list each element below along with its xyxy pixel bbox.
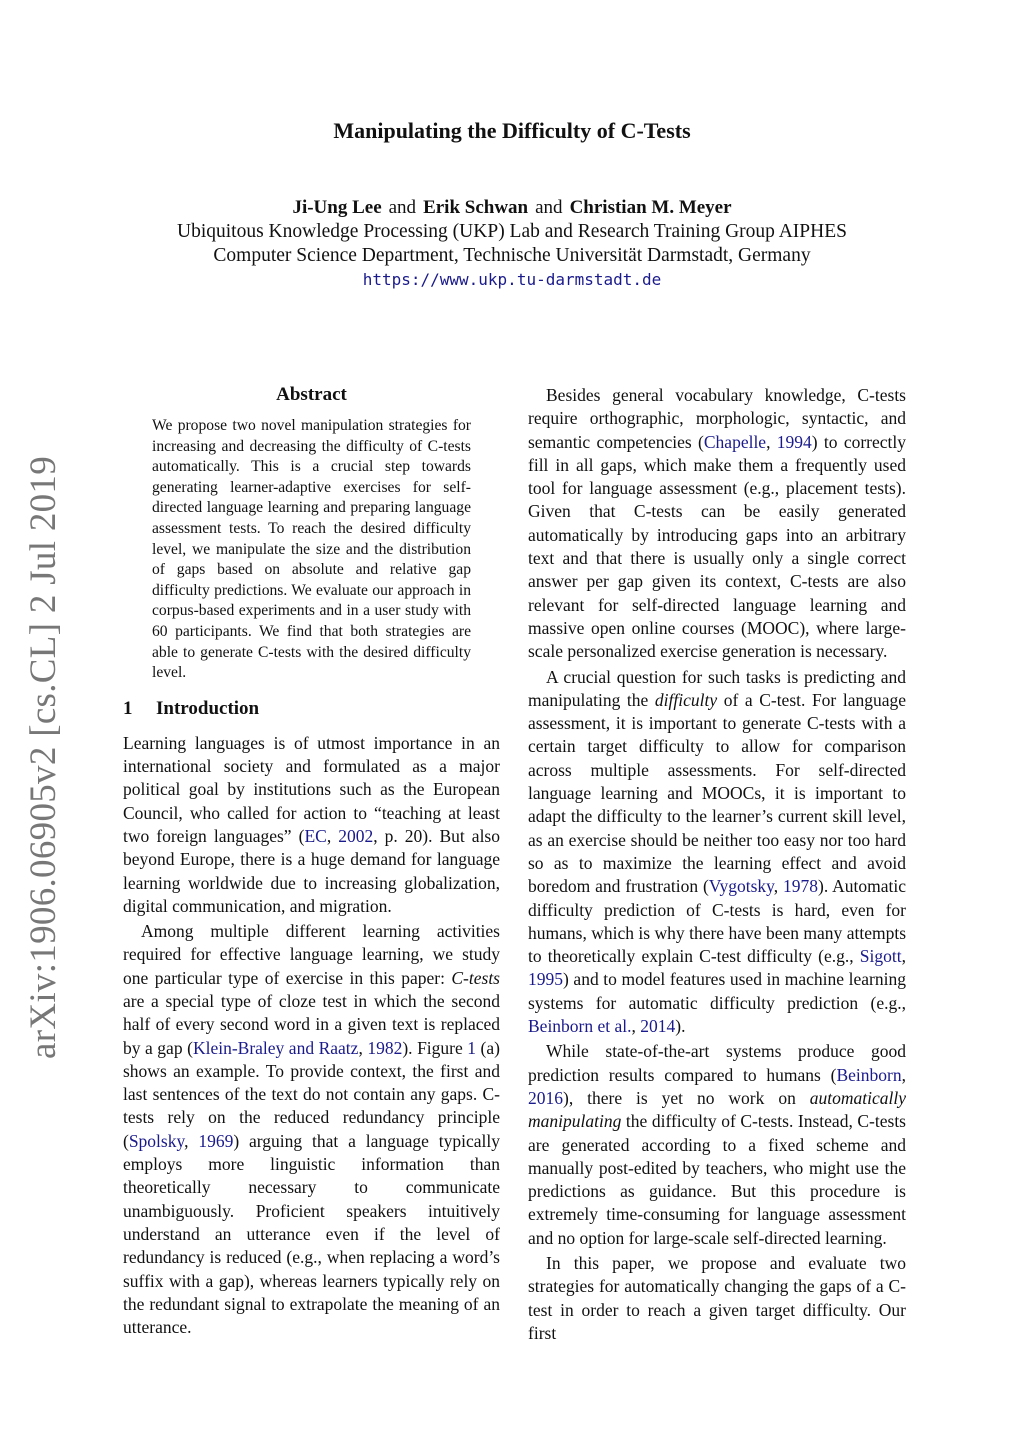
- text-run: ,: [773, 876, 784, 897]
- citation-link[interactable]: 2016: [528, 1087, 563, 1108]
- abstract-heading: Abstract: [276, 384, 347, 405]
- citation-link[interactable]: 1978: [783, 876, 819, 897]
- section-title: Introduction: [156, 697, 260, 719]
- text-run: of a C-test. For language assessment, it is important to generate C-tests with a certain target difficulty to allow for comparison across multiple assessments. For self-directed language learning and MOOCs, it is important to adapt the difficulty to the learner’s current skill level, as an exercise should be neither too easy nor too hard so as to maximize the learning effect and avoid boredom and frustration (: [528, 689, 906, 897]
- author-block: [0, 196, 1024, 292]
- citation-link[interactable]: 1969: [198, 1130, 234, 1151]
- text-run: ,: [901, 946, 906, 967]
- emphasis: automatically manipulating: [528, 1087, 906, 1132]
- text-run: ). Figure: [402, 1037, 468, 1058]
- section-heading-introduction: [123, 698, 500, 720]
- citation-link[interactable]: 1994: [776, 431, 812, 452]
- text-run: ) arguing that a language typically employs more linguistic information than theoretically necessary to communicate unambiguously. Proficient speakers intuitively understand an utterance even if the level of redundancy is reduced (e.g., when replacing a word’s suffix with a gap), whereas learners typically rely on the redundant signal to extrapolate the meaning of an utterance.: [123, 1130, 501, 1338]
- citation-link[interactable]: Spolsky: [128, 1130, 185, 1151]
- intro-paragraph-4: [528, 666, 906, 1039]
- citation-link[interactable]: Chapelle: [703, 431, 767, 452]
- text-run: ,: [326, 825, 339, 846]
- citation-link[interactable]: Sigott: [859, 946, 902, 967]
- arxiv-identifier: arXiv:1906.06905v2 [cs.CL] 2 Jul 2019: [23, 455, 65, 1059]
- text-run: (a) shows an example. To provide context, the first and last sentences of the text do not contain any gaps. C-tests rely on the reduced redundancy principle (: [123, 1037, 500, 1151]
- author-joiner: and: [535, 197, 563, 218]
- citation-link[interactable]: Beinborn: [836, 1064, 902, 1085]
- citation-link[interactable]: EC: [304, 825, 327, 846]
- text-run: While state-of-the-art systems produce good prediction results compared to humans (: [528, 1041, 906, 1085]
- text-run: ) to correctly fill in all gaps, which make them a frequently used tool for language assessment (e.g., placement tests). Given that C-tests can be easily generated automatically by introducing gaps into an arbitrary text and that there is usually only a single correct answer per gap given its context, C-tests are also relevant for self-directed language learning and massive open online courses (MOOC), where large-scale personalized exercise generation is necessary.: [528, 431, 906, 662]
- left-column: [123, 384, 500, 1339]
- abstract-text: We propose two novel manipulation strategies for increasing and decreasing the difficulty of C-tests automatically. This is a crucial step towards generating learner-adaptive exercises for self-directed language learning and preparing language assessment tests. To reach the desired difficulty level, we manipulate the size and the distribution of gaps based on absolute and relative gap difficulty predictions. We evaluate our approach in corpus-based experiments and in a user study with 60 participants. We find that both strategies are able to generate C-tests with the desired difficulty level.: [152, 417, 471, 682]
- citation-link[interactable]: Beinborn et al.: [528, 1016, 632, 1037]
- text-run: Besides general vocabulary knowledge, C-tests require orthographic, morphologic, syntactic, and semantic competencies (: [528, 385, 906, 452]
- emphasis: difficulty: [654, 689, 718, 710]
- intro-paragraph-5: [528, 1040, 906, 1250]
- intro-paragraph-3: [528, 384, 906, 664]
- lab-url-link[interactable]: https://www.ukp.tu-darmstadt.de: [362, 270, 662, 289]
- text-run: ) and to model features used in machine learning systems for automatic difficulty prediction (e.g.,: [528, 969, 906, 1013]
- citation-link[interactable]: 2014: [640, 1016, 676, 1037]
- text-run: the difficulty of C-tests. Instead, C-tests are generated according to a fixed scheme and manually post-edited by teachers, who might use the predictions as guidance. But this procedure is extremely time-consuming for language assessment and no option for large-scale self-directed learning.: [528, 1111, 906, 1248]
- text-run: ,: [184, 1130, 199, 1151]
- text-run: ,: [631, 1016, 641, 1037]
- author-joiner: and: [388, 197, 417, 218]
- text-run: ,: [901, 1064, 906, 1085]
- text-run: ). Automatic difficulty prediction of C-tests is hard, even for humans, which is why there have been many attempts to theoretically explain C-test difficulty (e.g.,: [528, 876, 907, 967]
- text-run: In this paper, we propose and evaluate two strategies for automatically changing the gaps of a C-test in order to reach a given target difficulty. Our first: [528, 1252, 906, 1343]
- text-run: ), there is yet no work on: [563, 1087, 810, 1108]
- figure-ref-link[interactable]: 1: [467, 1037, 477, 1058]
- text-run: ,: [766, 431, 777, 452]
- citation-link[interactable]: 1982: [367, 1037, 403, 1058]
- right-column: [528, 384, 906, 1345]
- text-run: ).: [675, 1016, 686, 1037]
- text-run: Among multiple different learning activities required for effective language learning, we study one particular type of exercise in this paper:: [123, 921, 500, 988]
- intro-paragraph-1: [123, 732, 500, 918]
- affiliation-line-1: Ubiquitous Knowledge Processing (UKP) Lab and Research Training Group AIPHES: [177, 221, 847, 242]
- citation-link[interactable]: Klein-Braley and Raatz: [192, 1037, 359, 1058]
- arxiv-sidebar: [14, 455, 74, 1059]
- author-name: Ji-Ung Lee: [292, 197, 382, 218]
- text-run: Learning languages is of utmost importance in an international society and formulated as a major political goal by institutions such as the European Council, who called for action to “teaching at least two foreign languages” (: [123, 732, 500, 846]
- author-name: Christian M. Meyer: [569, 197, 732, 218]
- intro-paragraph-2: [123, 920, 500, 1339]
- emphasis: C-tests: [451, 967, 500, 988]
- text-run: A crucial question for such tasks is predicting and manipulating the: [528, 666, 906, 710]
- text-run: , p. 20). But also beyond Europe, there is a huge demand for language learning worldwide due to increasing globalization, digital communication, and migration.: [123, 825, 500, 916]
- author-name: Erik Schwan: [423, 197, 529, 218]
- section-number: 1: [123, 697, 133, 719]
- author-line: [0, 196, 1024, 220]
- text-run: ,: [358, 1037, 368, 1058]
- citation-link[interactable]: 2002: [338, 825, 374, 846]
- citation-link[interactable]: Vygotsky: [708, 876, 774, 897]
- text-run: are a special type of cloze test in which the second half of every second word in a given text is replaced by a gap (: [123, 990, 500, 1058]
- affiliation-line-2: Computer Science Department, Technische Universität Darmstadt, Germany: [213, 245, 811, 266]
- paper-title: Manipulating the Difficulty of C-Tests: [333, 118, 691, 143]
- citation-link[interactable]: 1995: [528, 969, 563, 990]
- intro-paragraph-6: [528, 1252, 906, 1345]
